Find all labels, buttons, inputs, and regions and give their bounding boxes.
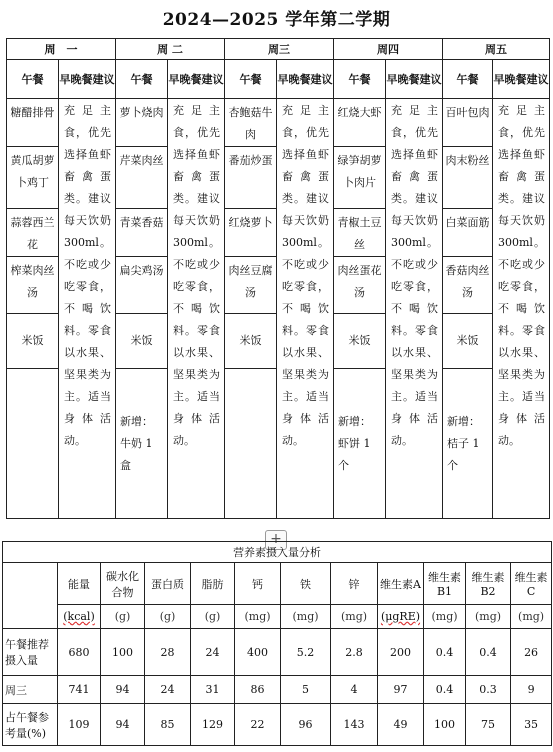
lunch-header: 午餐: [443, 60, 493, 99]
column-header-row: [7, 60, 550, 99]
unit-label: (μgRE): [378, 605, 424, 629]
row-label: 午餐推荐摄入量: [3, 629, 58, 676]
nutrition-title: 营养素摄入量分析: [3, 542, 552, 563]
nutrient-header: 维生素A: [378, 563, 424, 605]
lunch-header: 午餐: [334, 60, 386, 99]
lunch-dish: 红烧大虾: [334, 99, 386, 147]
advice-header: 早晚餐建议: [277, 60, 334, 99]
meal-advice: 充足主食，优先选择鱼虾畜禽蛋类。建议每天饮奶300ml。不吃或少吃零食，不喝饮料。零食以水果、坚果类为主。适当身体活动。: [59, 99, 116, 519]
unit-label: (mg): [235, 605, 281, 629]
lunch-dish: 肉丝蛋花汤: [334, 257, 386, 314]
lunch-dish: 米饭: [443, 314, 493, 369]
value-cell: 75: [466, 704, 511, 746]
value-cell: 4: [331, 676, 378, 704]
lunch-dish: 肉末粉丝: [443, 147, 493, 209]
lunch-dish: 百叶包肉: [443, 99, 493, 147]
value-cell: 741: [58, 676, 101, 704]
nutrient-header: 碳水化合物: [101, 563, 145, 605]
lunch-extra: 新增：桔子 1 个: [443, 369, 493, 519]
nutrient-header: 能量: [58, 563, 101, 605]
meal-advice: 充足主食，优先选择鱼虾畜禽蛋类。建议每天饮奶300ml。不吃或少吃零食，不喝饮料。零食以水果、坚果类为主。适当身体活动。: [277, 99, 334, 519]
lunch-dish: 青菜香菇: [116, 209, 168, 257]
lunch-dish: 萝卜烧肉: [116, 99, 168, 147]
value-cell: 94: [101, 704, 145, 746]
unit-label: (mg): [331, 605, 378, 629]
value-cell: 0.4: [424, 629, 466, 676]
unit-row: [3, 605, 552, 629]
advice-header: 早晚餐建议: [386, 60, 443, 99]
day-header-row: [7, 39, 550, 60]
value-cell: 31: [191, 676, 235, 704]
day-header: 周 二: [116, 39, 225, 60]
nutrition-row: [3, 676, 552, 704]
value-cell: 49: [378, 704, 424, 746]
value-cell: 96: [281, 704, 331, 746]
unit-label: (g): [145, 605, 191, 629]
lunch-extra: [225, 369, 277, 519]
day-header: 周五: [443, 39, 550, 60]
row-label: 占午餐参考量(%): [3, 704, 58, 746]
lunch-dish: 糖醋排骨: [7, 99, 59, 147]
lunch-dish: 米饭: [225, 314, 277, 369]
nutrient-header-row: [3, 563, 552, 605]
page-title: 2024—2025 学年第二学期: [162, 10, 391, 30]
lunch-dish: 番茄炒蛋: [225, 147, 277, 209]
value-cell: 28: [145, 629, 191, 676]
nutrient-header: 维生素B1: [424, 563, 466, 605]
value-cell: 9: [511, 676, 552, 704]
lunch-header: 午餐: [225, 60, 277, 99]
value-cell: 35: [511, 704, 552, 746]
nutrition-row: [3, 629, 552, 676]
day-header: 周四: [334, 39, 443, 60]
lunch-dish: 杏鲍菇牛肉: [225, 99, 277, 147]
meal-advice: 充足主食，优先选择鱼虾畜禽蛋类。建议每天饮奶300ml。不吃或少吃零食，不喝饮料。零食以水果、坚果类为主。适当身体活动。: [168, 99, 225, 519]
lunch-header: 午餐: [7, 60, 59, 99]
lunch-dish: 黄瓜胡萝卜鸡丁: [7, 147, 59, 209]
lunch-dish: 红烧萝卜: [225, 209, 277, 257]
nutrient-header: 锌: [331, 563, 378, 605]
value-cell: 85: [145, 704, 191, 746]
weekly-menu-table: [6, 38, 550, 519]
nutrition-row: [3, 704, 552, 746]
value-cell: 86: [235, 676, 281, 704]
corner-cell: [3, 563, 58, 629]
value-cell: 143: [331, 704, 378, 746]
lunch-dish: 肉丝豆腐汤: [225, 257, 277, 314]
day-header: 周 一: [7, 39, 116, 60]
advice-header: 早晚餐建议: [168, 60, 225, 99]
advice-header: 早晚餐建议: [493, 60, 550, 99]
value-cell: 200: [378, 629, 424, 676]
value-cell: 680: [58, 629, 101, 676]
meal-advice: 充足主食，优先选择鱼虾畜禽蛋类。建议每天饮奶300ml。不吃或少吃零食，不喝饮料。零食以水果、坚果类为主。适当身体活动。: [493, 99, 550, 519]
value-cell: 0.4: [424, 676, 466, 704]
value-text: 400: [247, 645, 268, 659]
nutrient-header: 蛋白质: [145, 563, 191, 605]
lunch-extra: 新增：虾饼 1 个: [334, 369, 386, 519]
unit-label: (mg): [281, 605, 331, 629]
value-cell: 94: [101, 676, 145, 704]
value-cell: 0.4: [466, 629, 511, 676]
lunch-dish: 香菇肉丝汤: [443, 257, 493, 314]
value-cell: 5.2: [281, 629, 331, 676]
value-cell: 2.8: [331, 629, 378, 676]
value-cell: 22: [235, 704, 281, 746]
lunch-extra: 新增：牛奶 1 盒: [116, 369, 168, 519]
value-cell: 97: [378, 676, 424, 704]
nutrition-analysis-table: [2, 541, 552, 746]
add-row-button[interactable]: +: [265, 530, 287, 550]
lunch-dish: 绿笋胡萝卜肉片: [334, 147, 386, 209]
lunch-dish: 榨菜肉丝汤: [7, 257, 59, 314]
unit-label: (mg): [424, 605, 466, 629]
nutrient-header: 维生素B2: [466, 563, 511, 605]
lunch-dish: 白菜面筋: [443, 209, 493, 257]
value-cell: 26: [511, 629, 552, 676]
value-cell: 24: [145, 676, 191, 704]
nutrient-header: 脂肪: [191, 563, 235, 605]
value-cell: [235, 629, 281, 676]
value-cell: 5: [281, 676, 331, 704]
lunch-dish: 扁尖鸡汤: [116, 257, 168, 314]
lunch-dish: 米饭: [7, 314, 59, 369]
advice-header: 早晚餐建议: [59, 60, 116, 99]
value-cell: 109: [58, 704, 101, 746]
nutrient-header: 钙: [235, 563, 281, 605]
row-label: 周三: [3, 676, 58, 704]
lunch-header: 午餐: [116, 60, 168, 99]
unit-label: (mg): [511, 605, 552, 629]
lunch-dish: 芹菜肉丝: [116, 147, 168, 209]
lunch-dish: 青椒土豆丝: [334, 209, 386, 257]
lunch-dish: 蒜蓉西兰花: [7, 209, 59, 257]
day-header: 周三: [225, 39, 334, 60]
unit-label: (g): [101, 605, 145, 629]
unit-label: (kcal): [58, 605, 101, 629]
meal-advice: 充足主食，优先选择鱼虾畜禽蛋类。建议每天饮奶300ml。不吃或少吃零食，不喝饮料。零食以水果、坚果类为主。适当身体活动。: [386, 99, 443, 519]
value-cell: 129: [191, 704, 235, 746]
value-cell: 100: [101, 629, 145, 676]
lunch-dish: 米饭: [116, 314, 168, 369]
nutrition-title-row: [3, 542, 552, 563]
menu-row: [7, 99, 550, 147]
nutrient-header: 铁: [281, 563, 331, 605]
value-cell: 100: [424, 704, 466, 746]
lunch-extra: [7, 369, 59, 519]
lunch-dish: 米饭: [334, 314, 386, 369]
nutrient-header: 维生素C: [511, 563, 552, 605]
value-cell: 0.3: [466, 676, 511, 704]
value-cell: 24: [191, 629, 235, 676]
unit-label: (mg): [466, 605, 511, 629]
unit-label: (g): [191, 605, 235, 629]
